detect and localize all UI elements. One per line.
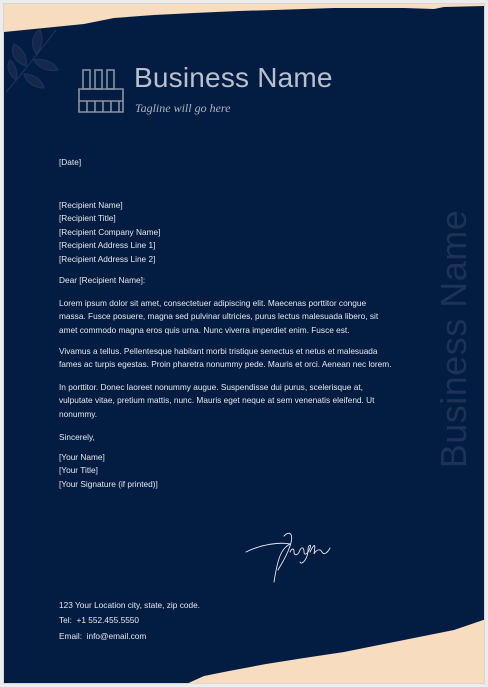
paragraph-line: vulputate vitae, pretium mattis, nunc. Mauris eget neque at sem venenatis eleifend. Ut — [59, 395, 375, 406]
recipient-address-line-1: [Recipient Address Line 1] — [59, 240, 156, 251]
recipient-block — [59, 199, 160, 266]
footer-address: 123 Your Location city, state, zip code. — [59, 600, 200, 610]
paragraph-line: amet commodo magna eros quis urna. Nunc viverra imperdiet enim. Fusce est. — [59, 324, 350, 335]
body-paragraph-3 — [59, 381, 404, 421]
body-paragraph-1 — [59, 297, 404, 337]
sender-name: [Your Name] — [59, 452, 105, 462]
letterhead-page — [3, 3, 485, 684]
handwritten-signature — [244, 526, 334, 584]
factory-icon — [77, 67, 125, 113]
paragraph-line: Vivamus a tellus. Pellentesque habitant morbi tristique senectus et netus et malesuada — [59, 346, 378, 356]
footer-email: Email: info@email.com — [59, 630, 147, 641]
contact-footer — [59, 598, 200, 644]
letter-date: [Date] — [59, 157, 82, 167]
closing: Sincerely, — [59, 432, 95, 442]
recipient-name: [Recipient Name] — [59, 200, 123, 210]
paragraph-line: nonummy. — [59, 408, 98, 419]
tagline: Tagline will go here — [135, 101, 231, 115]
sender-block — [59, 451, 158, 491]
paragraph-line: massa. Fusce posuere, magna sed pulvinar ultricies, purus lectus malesuada libero, sit — [59, 311, 379, 322]
recipient-address-line-2: [Recipient Address Line 2] — [59, 253, 156, 264]
sender-signature-printed: [Your Signature (if printed)] — [59, 478, 158, 489]
salutation: Dear [Recipient Name]: — [59, 275, 146, 285]
footer-phone: Tel: +1 552.455.5550 — [59, 615, 140, 626]
paragraph-line: fames ac turpis egestas. Proin pharetra nonummy pede. Mauris et orci. Aenean nec lorem. — [59, 359, 392, 370]
leaf-decoration — [4, 22, 84, 102]
paragraph-line: In porttitor. Donec laoreet nonummy augue. Suspendisse dui purus, scelerisque at, — [59, 382, 363, 392]
sender-title: [Your Title] — [59, 465, 98, 476]
vertical-business-name: Business Name — [433, 209, 474, 469]
recipient-title: [Recipient Title] — [59, 213, 116, 224]
paragraph-line: Lorem ipsum dolor sit amet, consectetuer adipiscing elit. Maecenas porttitor congue — [59, 298, 367, 308]
business-name: Business Name — [134, 62, 333, 93]
body-paragraph-2 — [59, 345, 404, 372]
recipient-company: [Recipient Company Name] — [59, 226, 161, 237]
